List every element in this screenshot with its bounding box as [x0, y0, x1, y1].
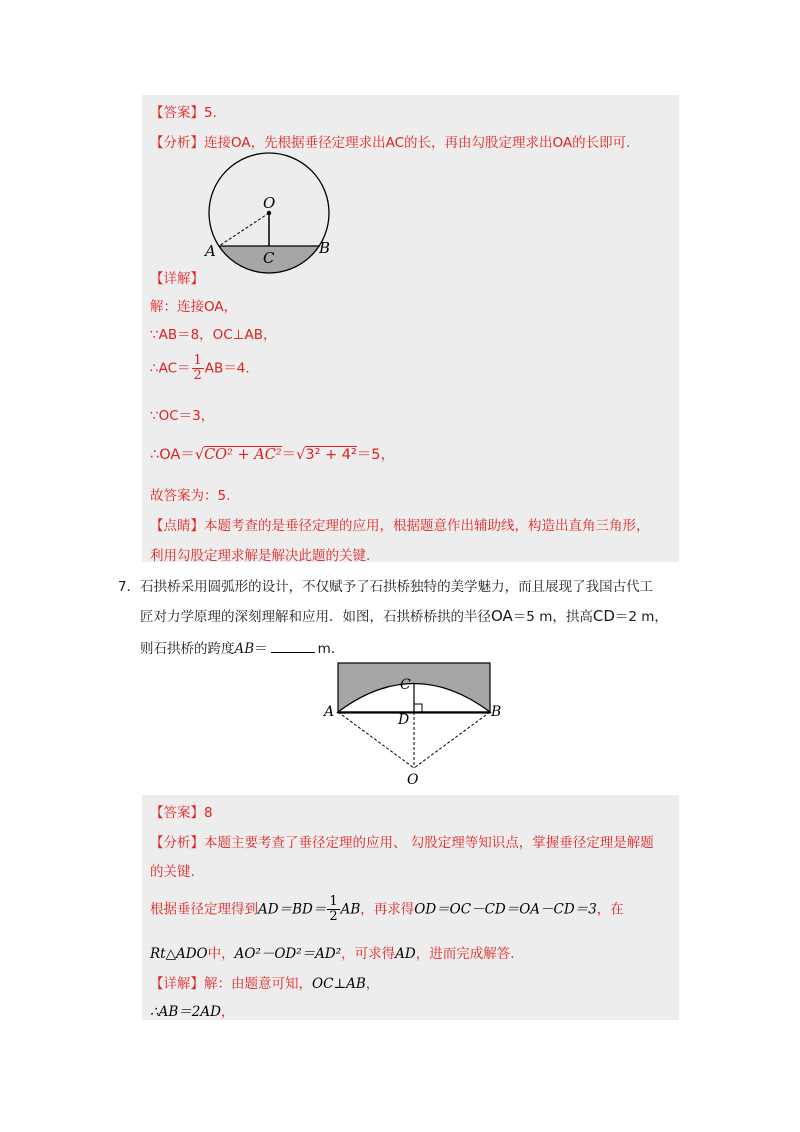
step-5-pre: ∴OA＝: [150, 447, 195, 463]
l3-post: ，在: [596, 901, 624, 918]
step-5-post: ＝5，: [356, 447, 396, 463]
root-1: CO² + AC²: [204, 447, 282, 463]
l3-ab: AB: [340, 901, 361, 918]
last-line: [150, 1000, 234, 1020]
comment-line-2: 利用勾股定理求解是解决此题的关键.: [150, 548, 371, 564]
segment-oa: [219, 213, 269, 246]
detail-eq: OC⊥AB: [312, 976, 366, 992]
detail-post: ，: [365, 976, 380, 992]
var-ab: AB: [234, 641, 255, 657]
problem-7-text-2c: ＝2 m，: [614, 609, 668, 625]
analysis-line-4: [150, 942, 515, 962]
eq-sign: ＝: [254, 641, 268, 657]
problem-7-text-1: 石拱桥采用圆弧形的设计，不仅赋予了石拱桥独特的美学魅力，而且展现了我国古代工: [140, 579, 654, 595]
segment-bo: [414, 712, 490, 768]
l3-eq1: AD＝BD＝: [258, 901, 327, 918]
analysis-line-2a: 【分析】本题主要考查了垂径定理的应用、 勾股定理等知识点，掌握垂径定理是解题: [150, 835, 654, 851]
step-3-post: AB＝4.: [204, 360, 250, 377]
step-6: 故答案为：5.: [150, 488, 231, 504]
label-d: D: [398, 712, 410, 728]
step-3-pre: ∴AC＝: [150, 360, 191, 377]
detail-text: 【详解】解：由题意可知，: [150, 976, 312, 992]
label-c: C: [263, 249, 275, 267]
detail-line-2: [150, 972, 379, 992]
l4-rt: Rt△ADO: [150, 946, 208, 962]
fraction-half-2: $\frac{1}{2}$: [329, 894, 338, 924]
step-3: [150, 354, 250, 383]
last-eq: ∴AB＝2AD: [150, 1004, 221, 1020]
step-5: [150, 443, 395, 464]
root-2: 3² + 4²: [305, 447, 357, 463]
label-o: O: [407, 772, 419, 788]
bridge-diagram: [318, 660, 508, 790]
analysis-line: [150, 131, 630, 151]
label-c: C: [400, 677, 411, 693]
l4-mid: 中，: [207, 946, 235, 962]
step-1: 解：连接OA，: [150, 299, 238, 315]
fraction-half: $\frac{1}{2}$: [193, 353, 202, 383]
label-a: A: [324, 704, 335, 720]
comment-text-1: 本题考查的是垂径定理的应用，根据题意作出辅助线，构造出直角三角形，: [204, 518, 650, 534]
problem-7-text-2b: ＝5 m，拱高: [512, 609, 593, 625]
label-b: B: [319, 239, 331, 257]
analysis-text: 连接OA，先根据垂径定理求出AC的长，再由勾股定理求出OA的长即可.: [204, 135, 631, 151]
problem-7-line-1: [118, 575, 653, 595]
problem-7-text-3: 则石拱桥的跨度: [140, 641, 235, 657]
unit-m: m．: [317, 641, 345, 657]
analysis-prefix: 【分析】: [150, 135, 204, 151]
root-symbol-2: √: [296, 447, 306, 463]
problem-7-line-2: [140, 605, 668, 625]
label-o: O: [263, 194, 276, 212]
var-oa: OA: [491, 607, 513, 625]
answer-blank[interactable]: [271, 642, 315, 653]
last-post: ，: [220, 1004, 235, 1020]
l4-post1: ，可求得: [341, 946, 396, 962]
problem-7-line-3: [140, 637, 344, 657]
l3-pre: 根据垂径定理得到: [150, 901, 258, 918]
step-2: ∵AB＝8，OC⊥AB，: [150, 327, 277, 343]
answer-line: 【答案】5.: [150, 105, 217, 121]
analysis-line-2b: 的关键.: [150, 864, 195, 880]
label-b: B: [491, 704, 502, 720]
detail-heading: 【详解】: [150, 271, 204, 287]
var-cd: CD: [592, 607, 615, 625]
l4-eq: AO²－OD²＝AD²: [234, 946, 342, 962]
circle-diagram: [195, 150, 345, 275]
step-4: ∵OC＝3，: [150, 408, 215, 424]
problem-7-text-2: 匠对力学原理的深刻理解和应用．如图，石拱桥桥拱的半径: [140, 609, 491, 625]
answer-line-2: 【答案】8: [150, 805, 213, 821]
comment-line-1: [150, 514, 650, 534]
label-a: A: [205, 242, 216, 260]
l4-post2: ，进而完成解答.: [415, 946, 515, 962]
comment-prefix: 【点睛】: [150, 518, 204, 534]
l3-eq2: OD＝OC－CD＝OA－CD＝3: [414, 901, 597, 918]
root-symbol-1: √: [194, 447, 205, 463]
step-5-eq: ＝: [281, 447, 297, 463]
l3-mid: ，再求得: [360, 901, 415, 918]
analysis-line-3: [150, 895, 624, 924]
problem-number: 7．: [118, 579, 141, 595]
l4-ad: AD: [395, 946, 416, 962]
